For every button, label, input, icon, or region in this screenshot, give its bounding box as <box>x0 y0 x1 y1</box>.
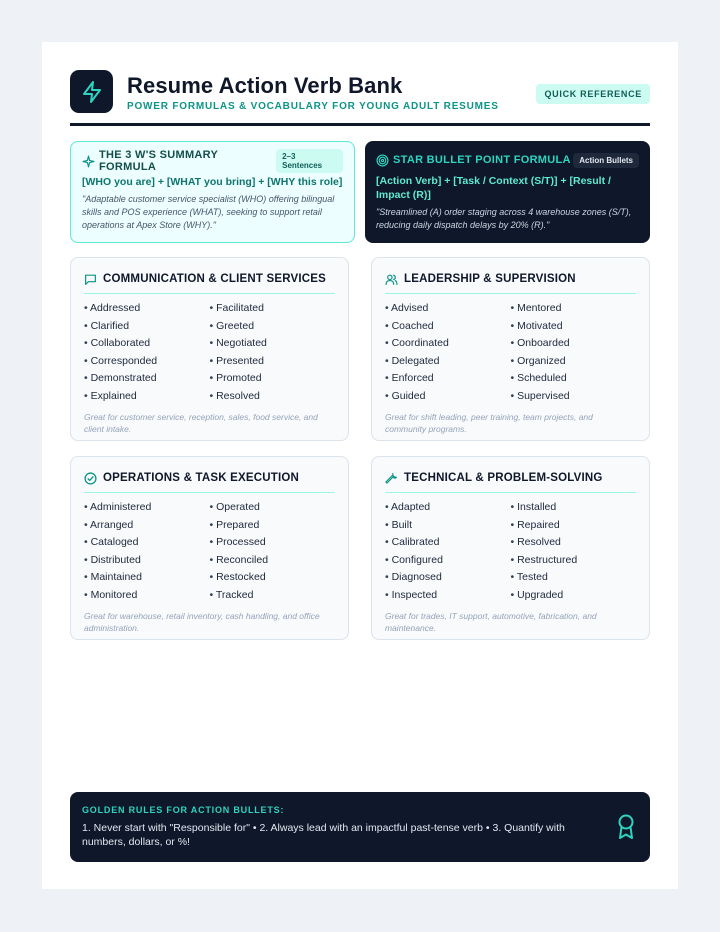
verb-item: • Negotiated <box>210 335 336 353</box>
summary-formula-title: THE 3 W'S SUMMARY FORMULA <box>99 149 218 173</box>
verb-item: • Clarified <box>84 318 210 336</box>
verb-list-right <box>511 499 637 605</box>
category-card-technical <box>371 456 650 640</box>
verb-item: • Cataloged <box>84 534 210 552</box>
star-example: "Streamlined (A) order staging across 4 warehouse zones (S/T), reducing daily dispatch delays by 20% (R)." <box>376 207 632 230</box>
verb-item: • Adapted <box>385 499 511 517</box>
verb-item: • Promoted <box>210 370 336 388</box>
verb-item: • Delegated <box>385 353 511 371</box>
target-icon <box>376 154 389 167</box>
wrench-icon <box>385 472 398 485</box>
category-card-leadership <box>371 257 650 441</box>
verb-item: • Motivated <box>511 318 637 336</box>
summary-formula: [WHO you are] + [WHAT you bring] + [WHY this role] <box>82 176 343 188</box>
page-subtitle: POWER FORMULAS & VOCABULARY FOR YOUNG ADULT RESUMES <box>127 101 499 112</box>
reference-sheet <box>42 42 678 889</box>
verb-item: • Processed <box>210 534 336 552</box>
category-card-operations <box>70 456 349 640</box>
summary-formula-box <box>70 141 355 243</box>
logo <box>70 70 113 113</box>
star-formula-box <box>365 141 650 243</box>
header <box>70 70 650 114</box>
verb-item: • Upgraded <box>511 587 637 605</box>
category-note: Great for shift leading, peer training, team projects, and community programs. <box>385 411 593 434</box>
category-title: COMMUNICATION & CLIENT SERVICES <box>103 273 327 285</box>
verb-item: • Collaborated <box>84 335 210 353</box>
category-title: TECHNICAL & PROBLEM-SOLVING <box>404 472 603 484</box>
golden-rules-label: GOLDEN RULES FOR ACTION BULLETS: <box>82 805 285 815</box>
verb-item: • Demonstrated <box>84 370 210 388</box>
verb-item: • Addressed <box>84 300 210 318</box>
star-formula-badge: Action Bullets <box>573 153 639 168</box>
verb-item: • Distributed <box>84 552 210 570</box>
category-title: LEADERSHIP & SUPERVISION <box>404 273 576 285</box>
golden-rules-text: 1. Never start with "Responsible for" • 2. Always lead with an impactful past-tense verb • 3. Quantify with numbers, dollars, or %! <box>82 822 565 848</box>
category-note: Great for trades, IT support, automotive, fabrication, and maintenance. <box>385 610 597 633</box>
verb-item: • Restructured <box>511 552 637 570</box>
verb-item: • Installed <box>511 499 637 517</box>
verb-item: • Diagnosed <box>385 569 511 587</box>
verb-item: • Monitored <box>84 587 210 605</box>
verb-item: • Resolved <box>210 388 336 406</box>
category-note: Great for warehouse, retail inventory, cash handling, and office administration. <box>84 610 320 633</box>
verb-item: • Presented <box>210 353 336 371</box>
verb-item: • Operated <box>210 499 336 517</box>
verb-item: • Tracked <box>210 587 336 605</box>
verb-item: • Repaired <box>511 517 637 535</box>
summary-example: "Adaptable customer service specialist (WHO) offering bilingual skills and POS experience (WHAT), seeking to support retail operations at Apex Store (WHY)." <box>82 194 335 230</box>
verb-item: • Restocked <box>210 569 336 587</box>
award-icon <box>616 814 636 840</box>
verb-item: • Guided <box>385 388 511 406</box>
verb-item: • Arranged <box>84 517 210 535</box>
category-title: OPERATIONS & TASK EXECUTION <box>103 472 300 484</box>
verb-list-right <box>511 300 637 406</box>
category-card-communication <box>70 257 349 441</box>
category-note: Great for customer service, reception, sales, food service, and client intake. <box>84 411 318 434</box>
verb-list-left <box>84 499 210 605</box>
verb-list-left <box>84 300 210 406</box>
verb-item: • Configured <box>385 552 511 570</box>
verb-item: • Explained <box>84 388 210 406</box>
verb-item: • Built <box>385 517 511 535</box>
verb-list-right <box>210 300 336 406</box>
verb-item: • Organized <box>511 353 637 371</box>
verb-item: • Reconciled <box>210 552 336 570</box>
verb-item: • Scheduled <box>511 370 637 388</box>
users-icon <box>385 273 398 286</box>
verb-item: • Enforced <box>385 370 511 388</box>
lightning-icon <box>80 80 104 104</box>
chat-icon <box>84 273 97 286</box>
category-divider <box>385 492 636 493</box>
quick-reference-badge: QUICK REFERENCE <box>536 84 650 104</box>
verb-item: • Advised <box>385 300 511 318</box>
verb-item: • Calibrated <box>385 534 511 552</box>
verb-item: • Prepared <box>210 517 336 535</box>
golden-rules-banner <box>70 792 650 862</box>
verb-item: • Mentored <box>511 300 637 318</box>
check-circle-icon <box>84 472 97 485</box>
verb-item: • Resolved <box>511 534 637 552</box>
category-divider <box>84 492 335 493</box>
star-formula-title: STAR BULLET POINT FORMULA <box>393 154 571 166</box>
verb-list-left <box>385 499 511 605</box>
verb-item: • Administered <box>84 499 210 517</box>
verb-item: • Greeted <box>210 318 336 336</box>
verb-item: • Supervised <box>511 388 637 406</box>
verb-list-right <box>210 499 336 605</box>
category-divider <box>385 293 636 294</box>
header-divider <box>70 123 650 126</box>
verb-list-left <box>385 300 511 406</box>
verb-item: • Maintained <box>84 569 210 587</box>
verb-item: • Tested <box>511 569 637 587</box>
category-divider <box>84 293 335 294</box>
summary-formula-badge: 2–3 Sentences <box>276 149 343 173</box>
star-formula: [Action Verb] + [Task / Context (S/T)] + [Result / Impact (R)] <box>376 175 611 201</box>
verb-item: • Coached <box>385 318 511 336</box>
page-title: Resume Action Verb Bank <box>127 73 403 98</box>
verb-item: • Corresponded <box>84 353 210 371</box>
verb-item: • Facilitated <box>210 300 336 318</box>
verb-item: • Onboarded <box>511 335 637 353</box>
sparkle-icon <box>82 155 95 168</box>
verb-item: • Coordinated <box>385 335 511 353</box>
verb-item: • Inspected <box>385 587 511 605</box>
